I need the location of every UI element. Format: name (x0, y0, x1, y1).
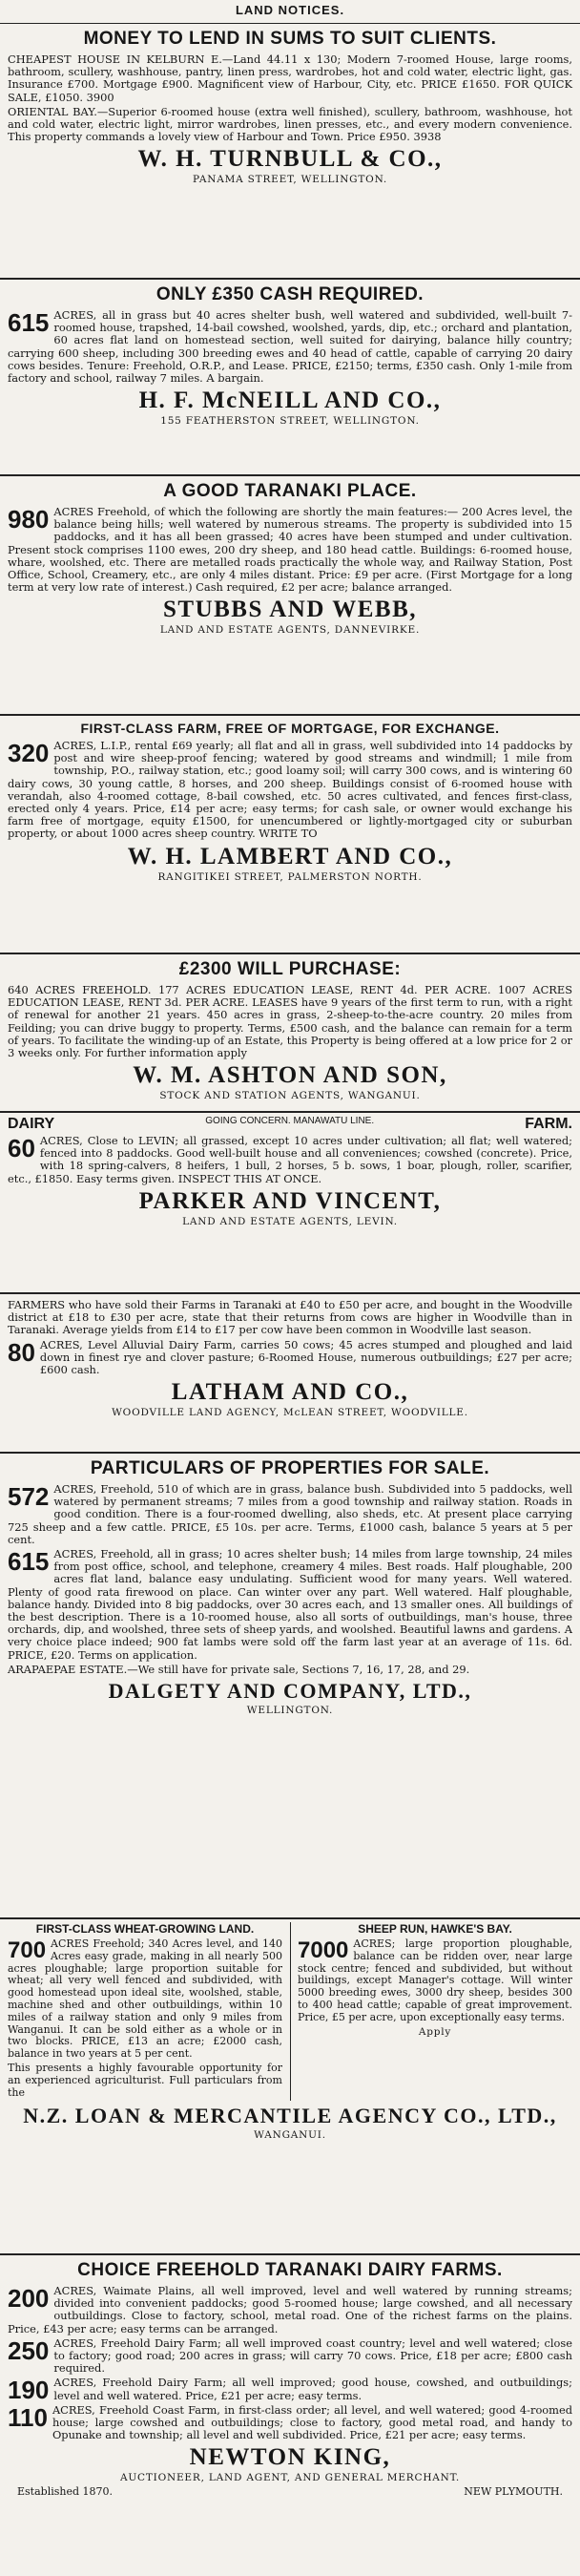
advertiser-name: PARKER AND VINCENT, (138, 1187, 442, 1214)
advertisement (0, 24, 580, 280)
acreage-figure: 200 (8, 2284, 50, 2313)
ad-paragraph: 615 ACRES, Freehold, all in grass; 10 acres shelter bush; 14 miles from large township, 24 miles from post office, school, and telephone, creamery 4 miles. Best roads. Half ploughable, 200 acres flat land, balance easy undulating. Sufficient wood for many years. Well watered. Plenty of good rata firewood on place. Can winter over any part. Well watered. Half ploughable, balance handy. Divided into 8 big paddocks, over 30 acres each, and 13 smaller ones. All buildings of the best description. There is a 10-roomed house, also all sorts of outbuildings, man's house, three orchards, dip, and woolshed, three sets of sheep yards, and woolshed. Beautiful lawns and gardens. A very choice place indeed; 900 fat lambs were sold off the farm last year at an average of 11s. 6d. PRICE, £20. Terms on application. (8, 1547, 572, 1662)
advertisement (0, 280, 580, 476)
acreage-figure: 572 (8, 1482, 50, 1511)
advertiser-address: WOODVILLE LAND AGENCY, McLEAN STREET, WOODVILLE. (112, 1407, 468, 1419)
acreage-figure: 110 (8, 2402, 48, 2432)
ad-title: A GOOD TARANAKI PLACE. (163, 481, 417, 501)
ad-paragraph: 615 ACRES, all in grass but 40 acres shelter bush, well watered and subdivided, well-built 7-roomed house, trapshed, 14-bail cowshed, woolshed, yards, dip, etc.; orchard and plantation, 60 acres flat land on homestead section, well suited for dairying, balance hilly country; carrying 600 sheep, including 300 breeding ewes and 40 head of cattle, capable of carrying 20 dairy cows besides. Tenure: Freehold, O.R.P., and Lease. PRICE, £2150; terms, £350 cash. Only 1-mile from factory and school, railway 7 miles. A bargain. (8, 308, 572, 386)
advertiser-address: LAND AND ESTATE AGENTS, LEVIN. (182, 1215, 398, 1227)
ad-title: £2300 WILL PURCHASE: (178, 959, 402, 979)
acreage-figure: 190 (8, 2376, 50, 2405)
advertiser-name: W. M. ASHTON AND SON, (133, 1062, 447, 1089)
ad-paragraphs (8, 2285, 572, 2441)
advertiser-name: NEWTON KING, (189, 2444, 391, 2471)
advertiser-address: RANGITIKEI STREET, PALMERSTON NORTH. (157, 870, 423, 883)
advertisement (0, 716, 580, 954)
advertisement (0, 476, 580, 716)
ad-title: FIRST-CLASS FARM, FREE OF MORTGAGE, FOR EXCHANGE. (80, 721, 500, 736)
place-note: NEW PLYMOUTH. (464, 2485, 563, 2499)
ad-paragraph: 80 ACRES, Level Alluvial Dairy Farm, carries 50 cows; 45 acres stumped and ploughed and laid down in finest rye and clover pasture; 6-Roomed House, numerous outbuildings; £27 per acre; £600 cash. (8, 1337, 572, 1377)
acreage-figure: 60 (8, 1134, 35, 1162)
ad-paragraph: ARAPAEPAE ESTATE.—We still have for private sale, Sections 7, 16, 17, 28, and 29. (8, 1662, 470, 1676)
ad-paragraph: ORIENTAL BAY.—Superior 6-roomed house (extra well finished), scullery, bathroom, washhouse, hot and cold water, electric light, mirror wardrobes, linen presses, etc., and every modern convenience. This property commands a lovely view of Harbour and Town. Price £950. 3938 (8, 104, 572, 144)
advertiser-address: LAND AND ESTATE AGENTS, DANNEVIRKE. (159, 624, 421, 637)
advertisement (0, 1113, 580, 1294)
advertiser-name: W. H. LAMBERT AND CO., (127, 843, 453, 869)
acreage-figure: 80 (8, 1337, 35, 1367)
ad-paragraph: 200 ACRES, Waimate Plains, all well improved, level and well watered by running streams; divided into convenient paddocks; good 5-roomed house; large cowshed, and all necessary outbuildings. Close to factory, school, metal road. One of the richest farms on the plains. Price, £43 per acre; easy terms can be arranged. (8, 2284, 572, 2335)
ad-nz-loan (0, 1919, 580, 2255)
advertisement (0, 1294, 580, 1454)
advertiser-name: DALGETY AND COMPANY, LTD., (108, 1679, 472, 1704)
left-col-head: FIRST-CLASS WHEAT-GROWING LAND. (35, 1922, 255, 1936)
ad-heading-row: DAIRY GOING CONCERN. MANAWATU LINE. FARM. (8, 1116, 572, 1132)
ad-paragraph: CHEAPEST HOUSE IN KELBURN E.—Land 44.11 x 130; Modern 7-roomed House, large rooms, bathroom, scullery, washhouse, pantry, linen press, wardrobes, hot and cold water, electric light, gas. Insurance £700. Mortgage £900. Magnificent view of Harbour, City, etc. PRICE £1650. FOR QUICK SALE, £1050. 3900 (8, 52, 572, 104)
advertiser-name: LATHAM AND CO., (171, 1379, 409, 1406)
ad-paragraph: 320 ACRES, L.I.P., rental £69 yearly; all flat and all in grass, well subdivided into 14 paddocks by post and wire sheep-proof fencing; watered by good streams and windmill; 1 mile from township, P.O., railway station, etc.; good loamy soil; will carry 300 cows, and is wintering 60 dairy cows, 30 young cattle, 8 horses, and 200 sheep. Buildings consist of 6-roomed house with verandah, also 4-roomed cottage, 8-bail cowshed, etc. 50 acres cultivated, and fences first-class, erected only 4 years. Price, £14 per acre; easy terms; for cash sale, or owner would exchange his farm free of mortgage, equity £1500, for unencumbered or lightly-mortgaged city or suburban property, or about 1000 acres sheep country. WRITE TO (8, 739, 572, 841)
ad-title: CHOICE FREEHOLD TARANAKI DAIRY FARMS. (77, 2260, 503, 2280)
ad-paragraph: 640 ACRES FREEHOLD. 177 ACRES EDUCATION LEASE, RENT 4d. PER ACRE. 1007 ACRES EDUCATION LEASE, RENT 3d. PER ACRE. LEASES have 9 years of the first term to run, with a right of renewal for another 21 years. 450 acres in grass, 2-sheep-to-the-acre country. 20 miles from Feilding; you can drive buggy to property. Terms, £500 cash, and the balance can remain for a term of years. To facilitate the winding-up of an Estate, this Property is being offered at a low price for 2 or 3 weeks only. For further information apply (8, 983, 572, 1060)
ad-paragraph: 250 ACRES, Freehold Dairy Farm; all well improved coast country; level and well watered; close to factory; good road; 200 acres in grass; will carry 70 cows. Price, £18 per acre; £800 cash required. (8, 2335, 572, 2376)
ad-newton-king (0, 2255, 580, 2576)
acreage-figure: 250 (8, 2335, 50, 2365)
ad-paragraph: 60 ACRES, Close to LEVIN; all grassed, except 10 acres under cultivation; all flat; well watered; fenced into 8 paddocks. Good well-built house and all conveniences; cowshed (concrete). Price, with 18 spring-calvers, 8 heifers, 1 bull, 2 horses, 5 b. sows, 1 boar, plough, roller, scarifier, etc., £1850. Easy terms given. INSPECT THIS AT ONCE. (8, 1134, 572, 1185)
advertiser-name: W. H. TURNBULL & CO., (137, 146, 443, 173)
acreage-figure: 615 (8, 308, 50, 337)
ad-paragraph: FARMERS who have sold their Farms in Taranaki at £40 to £50 per acre, and bought in the Woodville district at £18 to £30 per acre, state that their returns from cows are higher in Woodville than in Taranaki. Average yields from £14 to £17 per cow have been common in Woodville last season. (8, 1298, 572, 1337)
advertiser-name: H. F. McNEILL AND CO., (138, 387, 442, 414)
ad-title: ONLY £350 CASH REQUIRED. (155, 284, 425, 304)
advertisement (0, 1454, 580, 1919)
ad-title: MONEY TO LEND IN SUMS TO SUIT CLIENTS. (83, 29, 497, 49)
ad-paragraph: 980 ACRES Freehold, of which the following are shortly the main features:— 200 Acres level, the balance being hills; well watered by numerous streams. The property is subdivided into 15 paddocks, and it has all been grassed; 40 acres have been stumped and under cultivation. Present stock comprises 1100 ewes, 200 dry sheep, and 180 head cattle. Buildings: 6-roomed house, whare, woolshed, etc. There are metalled roads practically the whole way, and Railway Station, Post Office, School, Creamery, etc., are only 4 miles distant. Price: £9 per acre. (First Mortgage for a long term at very low rate of interest.) Cash required, £2 per acre; balance arranged. (8, 505, 572, 595)
section-header: LAND NOTICES. (0, 0, 580, 24)
advertiser-name: N.Z. LOAN & MERCANTILE AGENCY CO., LTD., (23, 2104, 557, 2128)
advertiser-address: PANAMA STREET, WELLINGTON. (192, 174, 388, 186)
right-col-head: SHEEP RUN, HAWKE'S BAY. (358, 1922, 512, 1936)
advertiser-address: AUCTIONEER, LAND AGENT, AND GENERAL MERCHANT. (119, 2472, 461, 2484)
ad-paragraph: This presents a highly favourable opportunity for an experienced agriculturist. Full particulars from the (8, 2061, 282, 2099)
advertiser-address: STOCK AND STATION AGENTS, WANGANUI. (159, 1090, 421, 1102)
ad-paragraph: 7000 ACRES; large proportion ploughable, balance can be ridden over, near large stock centre; fenced and subdivided, but without buildings, except Manager's cottage. Will winter 5000 breeding ewes, 3000 dry sheep, besides 300 to 400 head cattle; capable of great improvement. Price, £5 per acre, upon exceptionally easy terms. (298, 1937, 572, 2023)
apply-text: Apply (418, 2025, 452, 2038)
ad-paragraph: 700 ACRES Freehold; 340 Acres level, and 140 Acres easy grade, making in all nearly 500 acres ploughable; large proportion suitable for wheat; all very well fenced and subdivided, with good homestead upon ideal site, woolshed, stable, machine shed and other outbuildings, within 10 miles of a railway station and only 9 miles from Wanganui. It can be sold either as a whole or in two blocks. PRICE, £13 an acre; £2000 cash, balance in two years at 5 per cent. (8, 1937, 282, 2061)
advertiser-address: WANGANUI. (254, 2129, 326, 2142)
advertiser-name: STUBBS AND WEBB, (163, 597, 417, 623)
ad-paragraph: 190 ACRES, Freehold Dairy Farm; all well improved; good house, cowshed, and outbuildings; level and well watered. Price, £21 per acre; easy terms. (8, 2376, 572, 2405)
advertiser-address: WELLINGTON. (246, 1705, 334, 1717)
ad-paragraph: 572 ACRES, Freehold, 510 of which are in grass, balance bush. Subdivided into 5 paddocks, well watered by permanent streams; 7 miles from a good township and railway station. Roads in good condition. There is a four-roomed dwelling, also sheds, etc. At present place carrying 725 sheep and a few cattle. PRICE, £5 10s. per acre. Terms, £1000 cash, balance 5 years at 5 per cent. (8, 1482, 572, 1546)
advertiser-address: 155 FEATHERSTON STREET, WELLINGTON. (160, 415, 420, 428)
acreage-figure: 615 (8, 1547, 50, 1577)
ad-title: PARTICULARS OF PROPERTIES FOR SALE. (90, 1458, 490, 1478)
advertisement (0, 954, 580, 1113)
ad-paragraph: 110 ACRES, Freehold Coast Farm, in first-class order; all level, and well watered; good 4-roomed house; large cowshed and outbuildings; close to factory, good metal road, and handy to Opunake and township; all level and well subdivided. Price, £21 per acre; easy terms. (8, 2402, 572, 2442)
advertisements (0, 24, 580, 1919)
acreage-figure: 980 (8, 505, 50, 534)
established-note: Established 1870. (17, 2485, 113, 2499)
acreage-figure: 320 (8, 739, 50, 767)
